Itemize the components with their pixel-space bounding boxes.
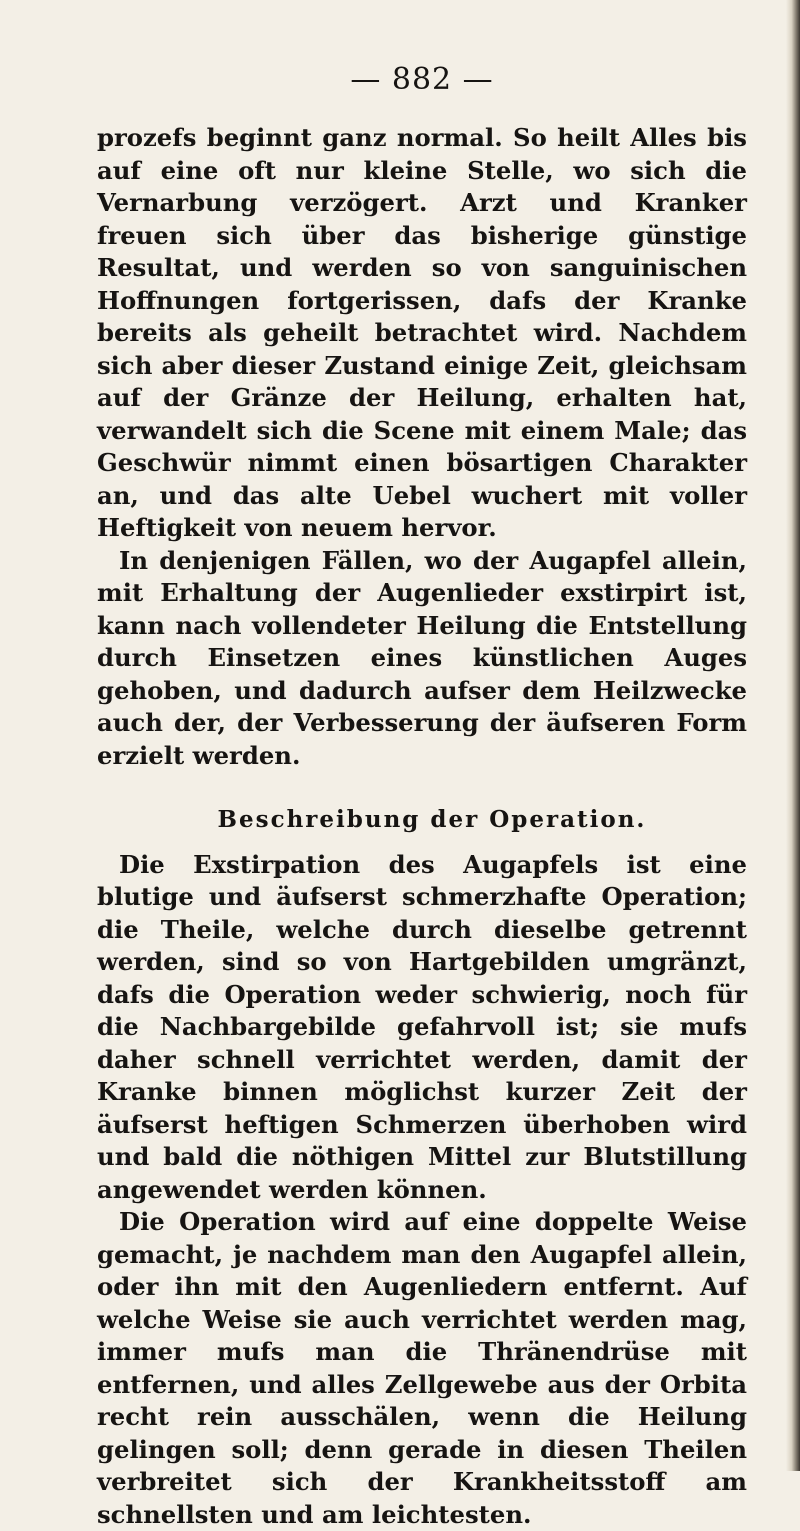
page-number: — 882 — [350,62,494,97]
paragraph-continuation: prozefs beginnt ganz normal. So heilt Alles bis auf eine oft nur kleine Stelle, wo sich die Vernarbung verzögert. Arzt und Kranker freuen sich über das bisherige günstige Resultat, und werden so von sanguinischen Hoffnungen fortgerissen, dafs der Kranke bereits als geheilt betrachtet wird. Nachdem sich aber dieser Zustand einige Zeit, gleichsam auf der Gränze der Heilung, erhalten hat, verwandelt sich die Scene mit einem Male; das Geschwür nimmt einen bösartigen Charakter an, und das alte Uebel wuchert mit voller Heftigkeit von neuem hervor. [97,123,747,542]
paragraph-operation-methods: Die Operation wird auf eine doppelte Weise gemacht, je nachdem man den Augapfel allein, oder ihn mit den Augenliedern entfernt. Auf welche Weise sie auch verrichtet werden mag, immer mufs man die Thränendrüse mit entfernen, und alles Zellgewebe aus der Orbita recht rein ausschälen, wenn die Heilung gelingen soll; denn gerade in diesen Theilen verbreitet sich der Krankheitsstoff am schnellsten und am leichtesten. [97,1207,747,1529]
section-heading: Beschreibung der Operation. [217,806,647,833]
paragraph-operation-description: Die Exstirpation des Augapfels ist eine blutige und äufserst schmerzhafte Operation; die Theile, welche durch dieselbe getrennt werden, sind so von Hartgebilden umgränzt, dafs die Operation weder schwierig, noch für die Nachbargebilde gefahrvoll ist; sie mufs daher schnell verrichtet werden, damit der Kranke binnen möglichst kurzer Zeit der äufserst heftigen Schmerzen überhoben wird und bald die nöthigen Mittel zur Blutstillung angewendet werden können. [97,849,747,1204]
page-edge-shadow [786,0,800,1471]
book-page [97,60,747,1531]
paragraph-artificial-eye: In denjenigen Fällen, wo der Augapfel allein, mit Erhaltung der Augenlieder exstirpirt ist, kann nach vollendeter Heilung die Entstellung durch Einsetzen eines künstlichen Auges gehoben, und dadurch aufser dem Heilzwecke auch der, der Verbesserung der äufseren Form erzielt werden. [97,545,747,770]
